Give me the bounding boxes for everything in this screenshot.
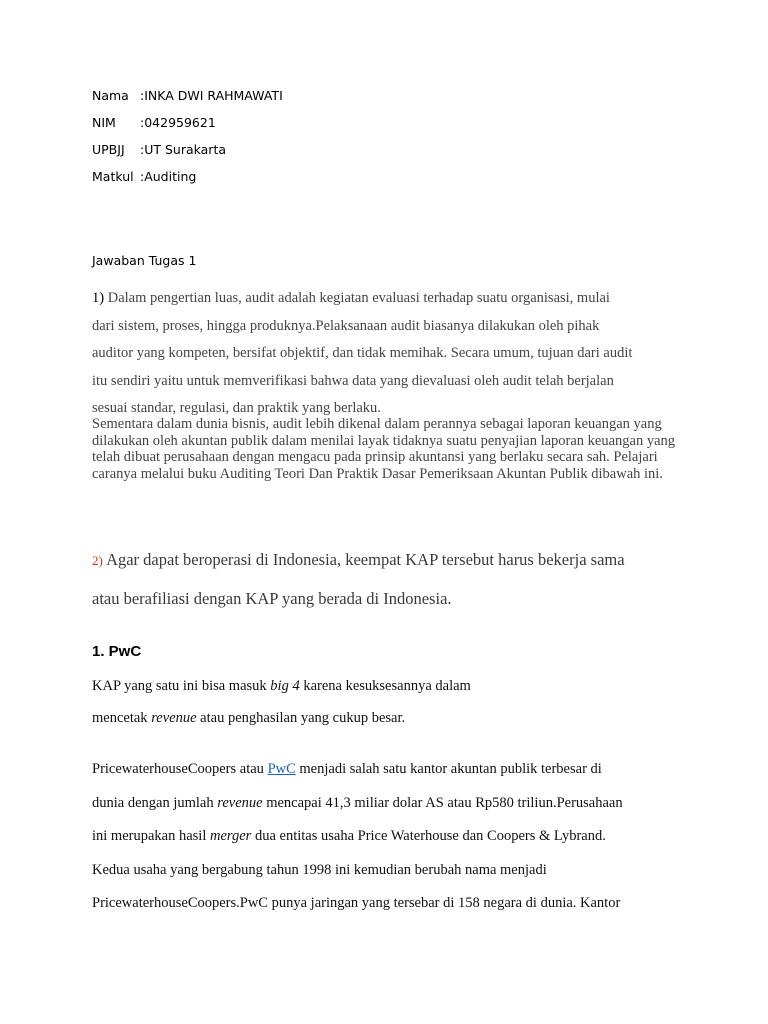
section-text-line: PricewaterhouseCoopers atau PwC menjadi salah satu kantor akuntan publik terbesar di (92, 761, 602, 777)
identity-value: :Auditing (140, 169, 197, 184)
identity-value: :042959621 (140, 115, 216, 130)
answer1-line: sesuai standar, regulasi, dan praktik yang berlaku. (92, 400, 381, 416)
identity-block (92, 88, 392, 198)
section-text-line: mencetak revenue atau penghasilan yang cukup besar. (92, 710, 406, 726)
identity-value: :INKA DWI RAHMAWATI (140, 88, 283, 103)
answer2-line: atau berafiliasi dengan KAP yang berada di Indonesia. (92, 589, 452, 608)
answer1-paragraph2: Sementara dalam dunia bisnis, audit lebih dikenal dalam perannya sebagai laporan keuangan yang dilakukan oleh akuntan publik dalam menilai layak tidaknya suatu penyajian laporan keuangan yang telah dibuat perusahaan dengan mengacu pada prinsip akuntansi yang berlaku secara sah. Pelajari caranya melalui buku Auditing Teori Dan Praktik Dasar Pemeriksaan Akuntan Publik dibawah ini. (92, 416, 676, 482)
answer1-paragraph (92, 285, 692, 395)
section-heading: 1. PwC (92, 643, 142, 660)
answer2-number: 2) (92, 553, 103, 568)
answer1-number: 1) (92, 290, 105, 306)
identity-label: NIM (92, 115, 116, 130)
answer-title: Jawaban Tugas 1 (92, 253, 197, 268)
pwc-link[interactable]: PwC (267, 761, 296, 777)
section-text-line: ini merupakan hasil merger dua entitas usaha Price Waterhouse dan Coopers & Lybrand. (92, 828, 606, 844)
answer1-line: dari sistem, proses, hingga produknya.Pelaksanaan audit biasanya dilakukan oleh pihak (92, 317, 600, 334)
section-text-line: dunia dengan jumlah revenue mencapai 41,3 miliar dolar AS atau Rp580 triliun.Perusahaan (92, 795, 623, 811)
answer1-line: itu sendiri yaitu untuk memverifikasi bahwa data yang dievaluasi oleh audit telah berjalan (92, 372, 614, 389)
identity-value: :UT Surakarta (140, 142, 227, 157)
identity-label: Matkul (92, 169, 134, 184)
section-text-line: Kedua usaha yang bergabung tahun 1998 ini kemudian berubah nama menjadi (92, 862, 547, 878)
answer1-line: 1) Dalam pengertian luas, audit adalah kegiatan evaluasi terhadap suatu organisasi, mulai (92, 290, 610, 306)
section-text-line: KAP yang satu ini bisa masuk big 4 karena kesuksesannya dalam (92, 678, 471, 694)
answer1-line: auditor yang kompeten, bersifat objektif, dan tidak memihak. Secara umum, tujuan dari audit (92, 345, 633, 361)
section-text-line: PricewaterhouseCoopers.PwC punya jaringan yang tersebar di 158 negara di dunia. Kantor (92, 895, 621, 911)
identity-label: UPBJJ (92, 142, 125, 157)
answer2-line: 2) Agar dapat beroperasi di Indonesia, keempat KAP tersebut harus bekerja sama (92, 550, 625, 569)
identity-label: Nama (92, 88, 129, 103)
